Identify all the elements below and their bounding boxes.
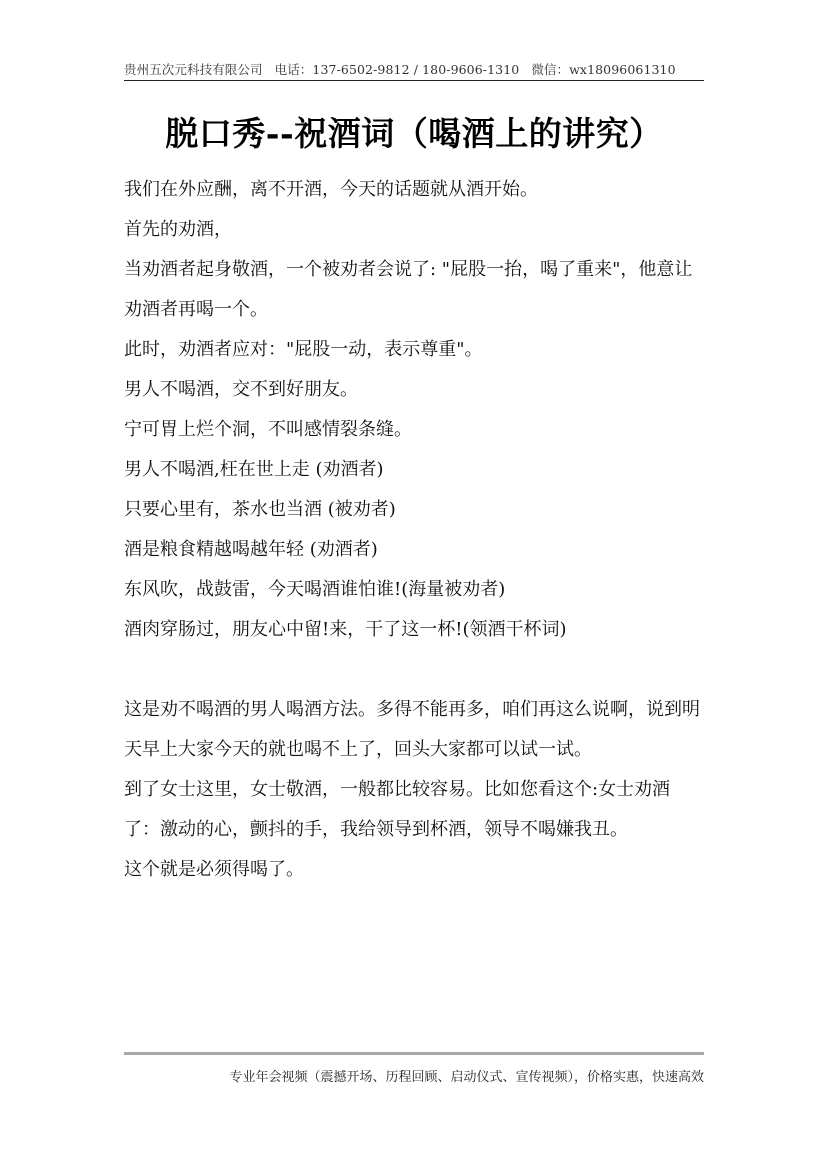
header-wechat: 微信：wx18096061310: [531, 62, 676, 77]
document-title: 脱口秀--祝酒词（喝酒上的讲究）: [165, 114, 663, 153]
paragraph: 到了女士这里，女士敬酒，一般都比较容易。比如您看这个:女士劝酒了：激动的心，颤抖的手，我给领导到杯酒，领导不喝嫌我丑。: [124, 779, 671, 840]
paragraph: 我们在外应酬，离不开酒，今天的话题就从酒开始。: [124, 179, 538, 200]
blank-line: [124, 650, 704, 690]
header-divider: [124, 80, 704, 81]
page-header: [124, 60, 704, 80]
paragraph: 当劝酒者起身敬酒，一个被劝者会说了: "屁股一抬，喝了重来"，他意让劝酒者再喝一个。: [124, 259, 693, 320]
paragraph: 酒是粮食精越喝越年轻 (劝酒者): [124, 539, 378, 560]
paragraph: 男人不喝酒，交不到好朋友。: [124, 379, 358, 400]
document-body: [124, 170, 704, 890]
paragraph: 宁可胃上烂个洞，不叫感情裂条缝。: [124, 419, 412, 440]
header-phone: 电话：137-6502-9812 / 180-9606-1310: [274, 62, 520, 77]
header-company: 贵州五次元科技有限公司: [124, 62, 263, 77]
paragraph: 此时，劝酒者应对："屁股一动，表示尊重"。: [124, 339, 483, 360]
page-footer: 专业年会视频（震撼开场、历程回顾、启动仪式、宣传视频），价格实惠，快速高效: [229, 1070, 704, 1085]
paragraph: 东风吹，战鼓雷，今天喝酒谁怕谁!(海量被劝者): [124, 579, 506, 600]
footer-divider: [124, 1052, 704, 1055]
paragraph: 这个就是必须得喝了。: [124, 859, 304, 880]
paragraph: 只要心里有，茶水也当酒 (被劝者): [124, 499, 396, 520]
paragraph: 这是劝不喝酒的男人喝酒方法。多得不能再多，咱们再这么说啊，说到明天早上大家今天的就也喝不上了，回头大家都可以试一试。: [124, 699, 700, 760]
paragraph: 酒肉穿肠过，朋友心中留!来，干了这一杯!(领酒干杯词): [124, 619, 567, 640]
paragraph: 男人不喝酒,枉在世上走 (劝酒者): [124, 459, 384, 480]
paragraph: 首先的劝酒，: [124, 219, 232, 240]
